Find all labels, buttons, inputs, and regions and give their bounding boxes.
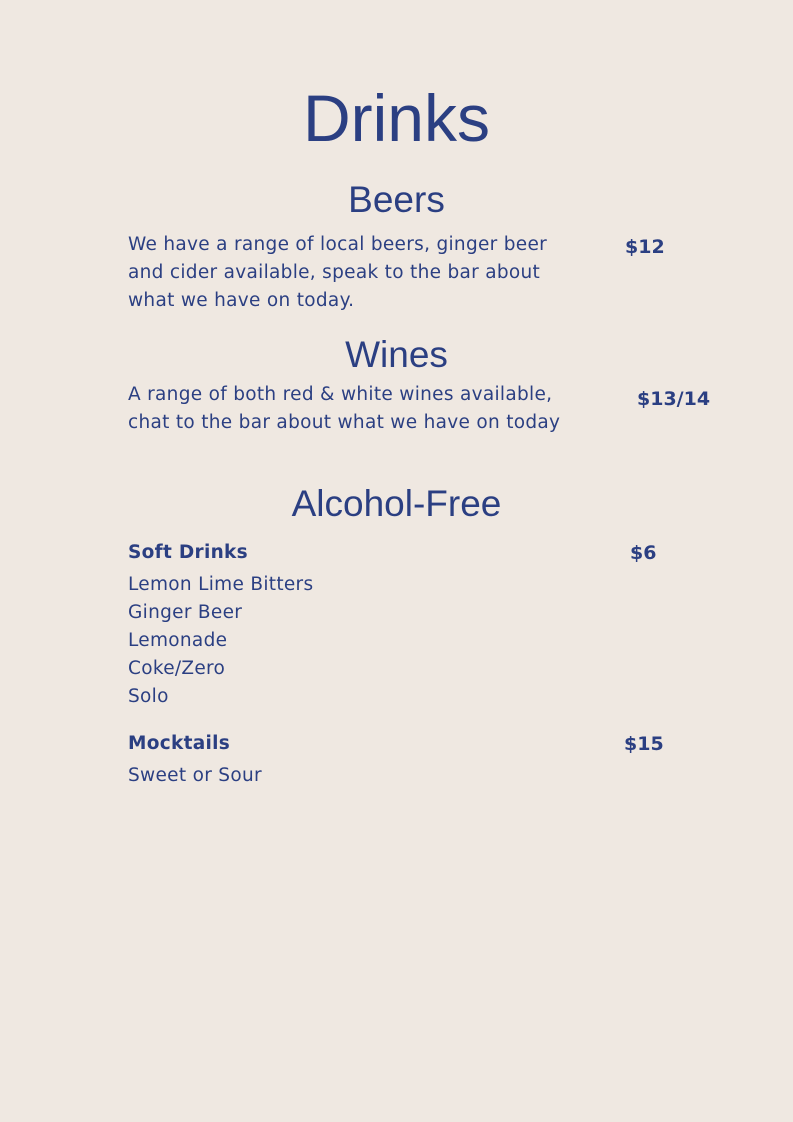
page-title: Drinks bbox=[302, 81, 490, 155]
list-item: Lemon Lime Bitters bbox=[128, 574, 314, 595]
list-item: Solo bbox=[128, 686, 169, 707]
beers-heading: Beers bbox=[348, 179, 445, 220]
wines-description-line: A range of both red & white wines available, bbox=[128, 384, 553, 405]
soft-drinks-list bbox=[128, 571, 313, 711]
beers-description-line: what we have on today. bbox=[128, 290, 355, 311]
list-item: Ginger Beer bbox=[128, 602, 243, 623]
list-item: Lemonade bbox=[128, 630, 228, 651]
wines-price: $13/14 bbox=[637, 388, 711, 410]
beers-description-line: We have a range of local beers, ginger beer bbox=[128, 234, 548, 255]
soft-drinks-label: Soft Drinks bbox=[128, 542, 248, 563]
wines-heading: Wines bbox=[345, 334, 448, 375]
soft-drinks-price: $6 bbox=[630, 542, 657, 564]
wines-description bbox=[128, 381, 560, 437]
mocktails-label: Mocktails bbox=[128, 733, 231, 754]
mocktails-list bbox=[128, 762, 262, 790]
wines-description-line: chat to the bar about what we have on today bbox=[128, 412, 561, 433]
list-item: Coke/Zero bbox=[128, 658, 226, 679]
beers-description bbox=[128, 231, 547, 315]
mocktails-price: $15 bbox=[624, 733, 664, 755]
alcohol-free-heading: Alcohol-Free bbox=[291, 483, 502, 524]
beers-price: $12 bbox=[625, 236, 665, 258]
list-item: Sweet or Sour bbox=[128, 765, 262, 786]
beers-description-line: and cider available, speak to the bar about bbox=[128, 262, 541, 283]
